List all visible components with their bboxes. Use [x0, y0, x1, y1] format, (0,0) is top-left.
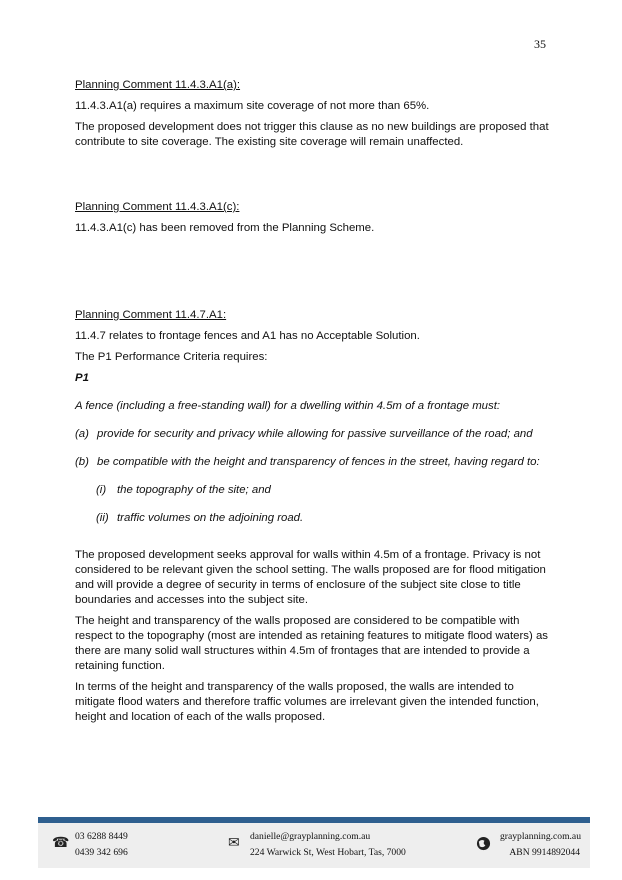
footer — [38, 823, 590, 868]
phone-icon: ☎ — [52, 836, 70, 851]
paragraph: In terms of the height and transparency of the walls proposed, the walls are intended to mitigate flood waters and therefore traffic volumes are irrelevant given the intended function, height and location of each of the walls proposed. — [75, 681, 539, 723]
list-label: (b) — [75, 456, 89, 468]
sub-list-item — [75, 511, 555, 526]
paragraph: The P1 Performance Criteria requires: — [75, 351, 268, 363]
list-text: be compatible with the height and transparency of fences in the street, having regard to: — [97, 456, 540, 468]
list-text: the topography of the site; and — [117, 484, 271, 496]
list-label: (i) — [96, 484, 107, 496]
paragraph: 11.4.3.A1(a) requires a maximum site coverage of not more than 65%. — [75, 100, 430, 112]
criteria-intro: A fence (including a free-standing wall) for a dwelling within 4.5m of a frontage must: — [75, 400, 501, 412]
list-label: (ii) — [96, 512, 109, 524]
envelope-icon: ✉ — [228, 836, 240, 851]
phone-1: 03 6288 8449 — [75, 831, 128, 842]
address: 224 Warwick St, West Hobart, Tas, 7000 — [250, 847, 406, 858]
criteria-label: P1 — [75, 372, 89, 384]
paragraph: The proposed development seeks approval for walls within 4.5m of a frontage. Privacy is not considered to be relevant given the school setting. The walls proposed are for flood mitigation and will provide a degree of security in terms of enclosure of the subject site close to title boundaries and accesses into the subject site. — [75, 549, 546, 606]
globe-icon — [476, 836, 491, 856]
paragraph: 11.4.7 relates to frontage fences and A1 has no Acceptable Solution. — [75, 330, 420, 342]
list-text: traffic volumes on the adjoining road. — [117, 512, 304, 524]
list-label: (a) — [75, 428, 89, 440]
sub-list-item — [75, 483, 555, 498]
footer-contact — [250, 829, 406, 861]
section-heading: Planning Comment 11.4.3.A1(c): — [75, 201, 240, 213]
website-link[interactable]: grayplanning.com.au — [500, 831, 581, 842]
paragraph: The proposed development does not trigger this clause as no new buildings are proposed that contribute to site coverage. The existing site coverage will remain unaffected. — [75, 121, 549, 148]
list-item — [75, 427, 555, 442]
phone-2: 0439 342 696 — [75, 847, 128, 858]
list-item — [75, 455, 555, 470]
email-link[interactable]: danielle@grayplanning.com.au — [250, 831, 371, 842]
paragraph: The height and transparency of the walls proposed are considered to be compatible with respect to the topography (most are intended as retaining features to mitigate flood waters) as there are many solid wall structures within 4.5m of frontages that are intended to provide a retaining function. — [75, 615, 548, 672]
document-body — [75, 78, 555, 725]
abn: ABN 9914892044 — [509, 847, 580, 858]
footer-phones — [75, 829, 128, 861]
paragraph: 11.4.3.A1(c) has been removed from the Planning Scheme. — [75, 222, 375, 234]
list-text: provide for security and privacy while allowing for passive surveillance of the road; and — [97, 428, 533, 440]
footer-web — [500, 829, 580, 861]
page-number: 35 — [534, 37, 546, 51]
section-heading: Planning Comment 11.4.7.A1: — [75, 309, 227, 321]
section-heading: Planning Comment 11.4.3.A1(a): — [75, 79, 241, 91]
